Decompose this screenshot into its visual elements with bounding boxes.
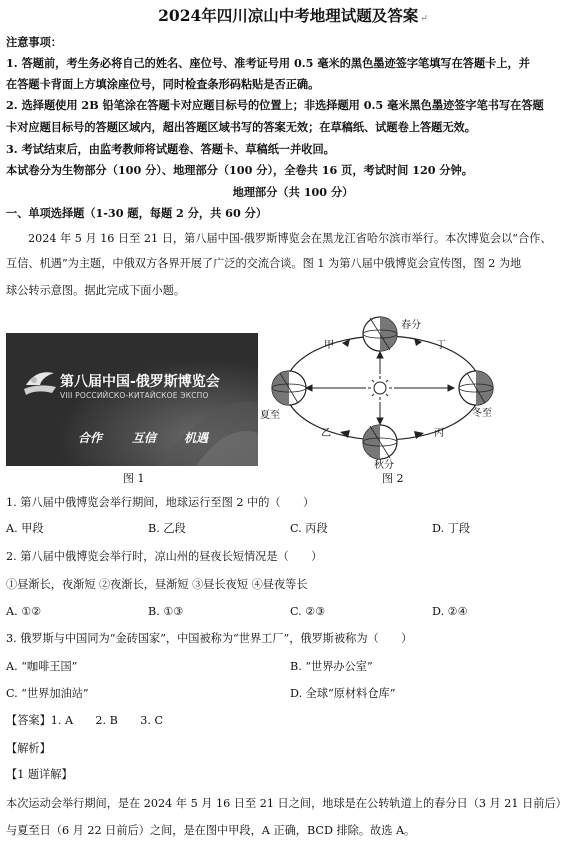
title-text: 2024年四川凉山中考地理试题及答案 [158, 6, 419, 25]
q2-choices: ①昼渐长，夜渐短 ②夜渐长，昼渐短 ③昼长夜短 ④昼夜等长 [6, 578, 308, 591]
q1-option-d: D. 丁段 [432, 522, 471, 535]
q1-stem: 1. 第八届中俄博览会举行期间，地球运行至图 2 中的（ ） [6, 496, 315, 509]
note-2b: 卡对应题目标号的答题区域内，超出答题区域书写的答案无效；在草稿纸、试题卷上答题无效。 [6, 120, 476, 134]
figure-2-caption: 图 2 [382, 472, 404, 485]
label-summer: 夏至 [260, 410, 280, 421]
note-1b: 在答题卡背面上方填涂座位号，同时检查条形码粘贴是否正确。 [6, 77, 320, 91]
return-mark-icon: ↵ [420, 14, 428, 24]
explain-line-2: 与夏至日（6 月 22 日前后）之间，是在图中甲段，A 正确，BCD 排除。故选 A。 [6, 824, 416, 837]
earth-winter-solstice [459, 371, 493, 405]
label-ding: 丁 [436, 340, 446, 351]
label-spring: 春分 [401, 320, 421, 331]
q2-stem: 2. 第八届中俄博览会举行时，凉山州的昼夜长短情况是（ ） [6, 550, 323, 563]
q2-option-a: A. ①② [6, 605, 42, 618]
answer-line: 【答案】1. A 2. B 3. C [6, 714, 164, 727]
expo-banner-image [6, 333, 258, 466]
figure-1-caption: 图 1 [123, 472, 145, 485]
q2-option-c: C. ②③ [290, 605, 326, 618]
q3-option-c: C. “世界加油站” [6, 687, 89, 700]
note-2a: 2. 选择题使用 2B 铅笔涂在答题卡对应题目标号的位置上；非选择题用 0.5 毫米黑色墨迹签字笔书写在答题 [6, 98, 544, 112]
page-title [0, 4, 586, 26]
slogan-opportunity: 机遇 [184, 431, 209, 445]
sun-icon [368, 376, 392, 400]
label-winter: 冬至 [472, 408, 492, 419]
slogan-cooperation: 合作 [78, 431, 103, 445]
banner-russian-text: VIII РОССИЙСКО-КИТАЙСКОЕ ЭКСПО [60, 391, 209, 400]
note-4: 本试卷分为生物部分（100 分）、地理部分（100 分），全卷共 16 页，考试时间 120 分钟。 [6, 163, 473, 177]
q3-option-b: B. “世界办公室” [290, 660, 373, 673]
intro-line-2: 互信、机遇”为主题，中俄双方各界开展了广泛的交流合谈。图 1 为第八届中俄博览会宣传图，图 2 为地 [6, 257, 522, 270]
label-yi: 乙 [321, 428, 331, 439]
q2-option-d: D. ②④ [432, 605, 468, 618]
label-jia: 甲 [324, 340, 334, 351]
label-bing: 丙 [434, 428, 444, 439]
earth-orbit-diagram [258, 312, 508, 472]
earth-summer-solstice [272, 371, 306, 405]
banner-headline: 第八届中国-俄罗斯博览会 [60, 374, 220, 390]
q1-option-c: C. 丙段 [290, 522, 328, 535]
intro-line-3: 球公转示意图。据此完成下面小题。 [6, 284, 186, 297]
earth-autumn-equinox [363, 425, 397, 459]
q3-option-d: D. 全球“原材料仓库” [290, 687, 396, 700]
q1-option-b: B. 乙段 [148, 522, 186, 535]
slogan-trust: 互信 [132, 431, 157, 445]
q1-option-a: A. 甲段 [6, 522, 44, 535]
explain-line-1: 本次运动会举行期间，是在 2024 年 5 月 16 日至 21 日之间，地球是在公转轨道上的春分日（3 月 21 日前后） [6, 797, 567, 810]
part1-heading: 一、单项选择题（1-30 题，每题 2 分，共 60 分） [6, 206, 268, 220]
analysis-heading: 【解析】 [6, 742, 51, 755]
q3-stem: 3. 俄罗斯与中国同为“金砖国家”，中国被称为“世界工厂”，俄罗斯被称为（ ） [6, 632, 413, 645]
q3-option-a: A. “咖啡王国” [6, 660, 78, 673]
label-autumn: 秋分 [374, 460, 394, 471]
detail-1-heading: 【1 题详解】 [6, 768, 73, 781]
q2-option-b: B. ①③ [148, 605, 184, 618]
note-1a: 1. 答题前，考生务必将自己的姓名、座位号、准考证号用 0.5 毫米的黑色墨迹签字笔填写在答题卡上，并 [6, 56, 530, 70]
earth-spring-equinox [363, 317, 397, 351]
notes-heading: 注意事项： [6, 35, 62, 49]
intro-line-1: 2024 年 5 月 16 日至 21 日，第八届中国-俄罗斯博览会在黑龙江省哈尔滨市举行。本次博览会以“合作、 [28, 232, 552, 245]
section-title: 地理部分（共 100 分） [232, 185, 354, 199]
note-3: 3. 考试结束后，由监考教师将试题卷、答题卡、草稿纸一并收回。 [6, 142, 335, 156]
